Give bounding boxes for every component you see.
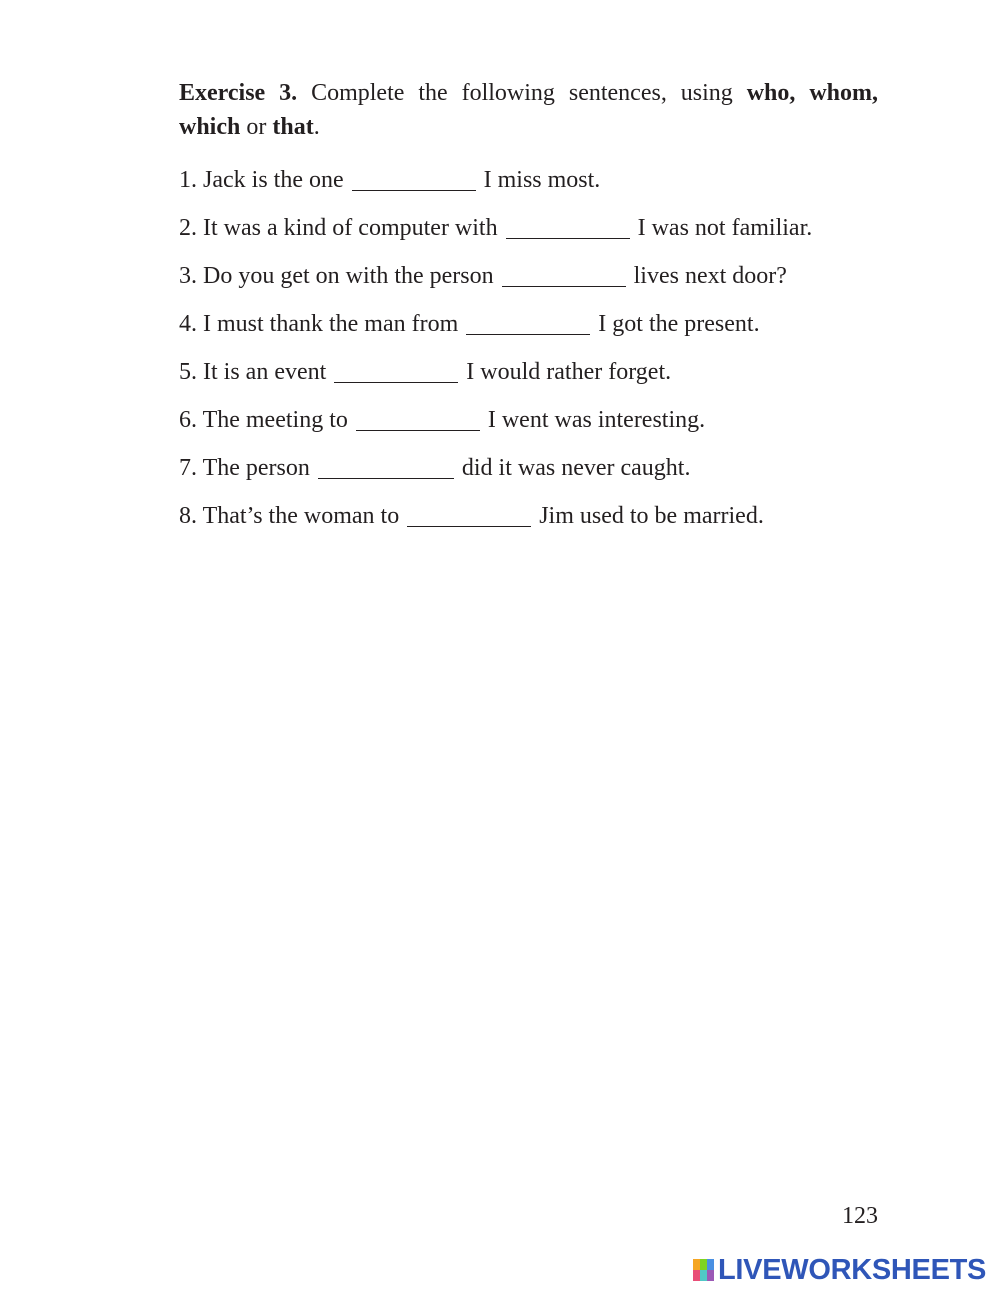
sentence-3 [179, 254, 812, 302]
instruction-or: or [240, 114, 273, 140]
keyword-which: which [179, 114, 241, 140]
brand-name: LIVEWORKSHEETS [718, 1254, 987, 1286]
answer-blank-8[interactable] [407, 498, 531, 527]
sentence-text-after: lives next door? [633, 263, 787, 289]
sentence-text-before: 2. It was a kind of computer with [179, 215, 498, 241]
sentence-7 [179, 446, 812, 494]
sentence-text-before: 5. It is an event [179, 359, 327, 385]
keyword-that: that [272, 114, 314, 140]
instruction-period: . [313, 114, 320, 140]
logo-cell [700, 1270, 707, 1281]
answer-blank-6[interactable] [356, 402, 480, 431]
exercise-instructions [179, 76, 878, 144]
sentence-text-before: 4. I must thank the man from [179, 311, 459, 337]
answer-blank-7[interactable] [318, 450, 454, 479]
sentence-2 [179, 206, 812, 254]
exercise-sentences [179, 158, 812, 542]
logo-cell [693, 1270, 700, 1281]
sentence-text-after: Jim used to be married. [539, 503, 764, 529]
sentence-1 [179, 158, 812, 206]
sentence-5 [179, 350, 812, 398]
instruction-text: Complete the following sentences, using [297, 80, 747, 106]
logo-cell [700, 1259, 707, 1270]
page-number: 123 [842, 1203, 878, 1229]
answer-blank-4[interactable] [466, 306, 590, 335]
sentence-text-after: I would rather forget. [466, 359, 672, 385]
logo-cell [693, 1259, 700, 1270]
sentence-text-after: I got the present. [598, 311, 760, 337]
sentence-4 [179, 302, 812, 350]
sentence-text-before: 1. Jack is the one [179, 167, 344, 193]
answer-blank-1[interactable] [352, 162, 476, 191]
sentence-8 [179, 494, 812, 542]
liveworksheets-logo-icon [693, 1259, 715, 1281]
sentence-text-before: 3. Do you get on with the person [179, 263, 494, 289]
keyword-who-whom: who, whom, [746, 80, 878, 106]
answer-blank-3[interactable] [502, 258, 626, 287]
exercise-label: Exercise 3. [179, 80, 298, 106]
sentence-text-after: I miss most. [483, 167, 601, 193]
sentence-text-before: 8. That’s the woman to [179, 503, 400, 529]
sentence-text-after: I was not familiar. [637, 215, 813, 241]
sentence-text-after: I went was interesting. [487, 407, 706, 433]
answer-blank-2[interactable] [506, 210, 630, 239]
sentence-text-after: did it was never caught. [461, 455, 691, 481]
answer-blank-5[interactable] [334, 354, 458, 383]
logo-cell [707, 1259, 714, 1270]
liveworksheets-brand[interactable] [693, 1255, 986, 1285]
logo-cell [707, 1270, 714, 1281]
sentence-text-before: 7. The person [179, 455, 310, 481]
sentence-6 [179, 398, 812, 446]
sentence-text-before: 6. The meeting to [179, 407, 348, 433]
